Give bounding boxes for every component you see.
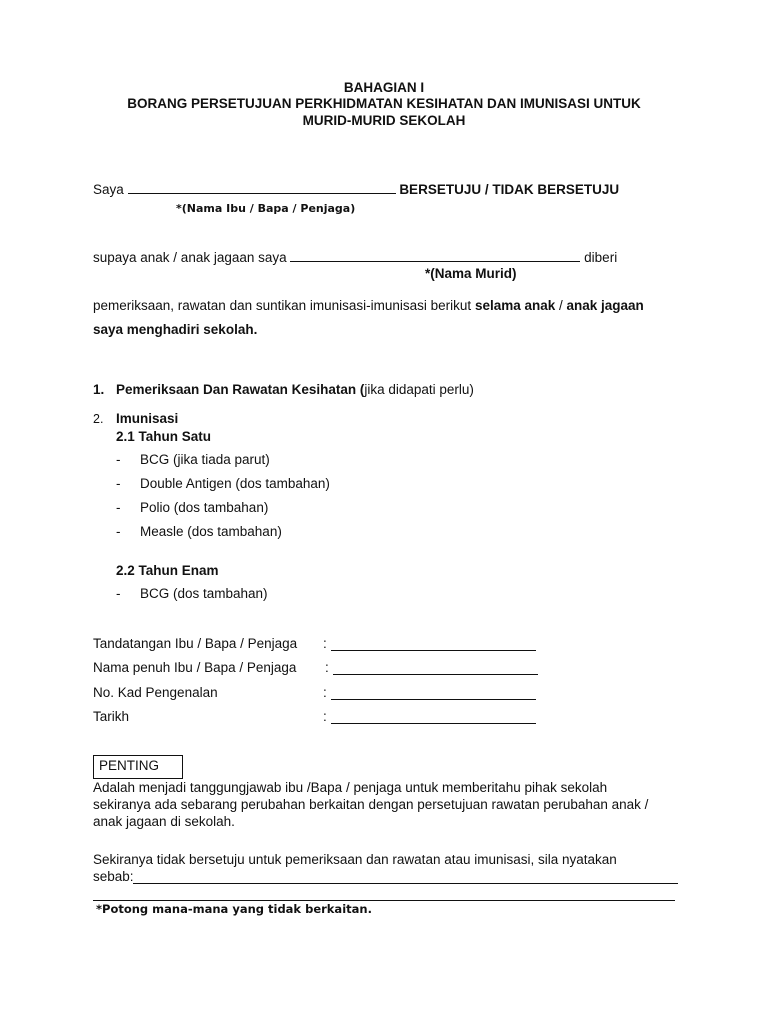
- field-label-date: Tarikh: [93, 709, 130, 724]
- list-item-dash: -: [116, 476, 121, 491]
- list-item-dash: -: [116, 500, 121, 515]
- sub2-title: 2.2 Tahun Enam: [116, 563, 219, 578]
- field-label-full-name: Nama penuh Ibu / Bapa / Penjaga: [93, 660, 297, 675]
- date-field[interactable]: [331, 709, 536, 724]
- field-colon: :: [323, 709, 327, 724]
- consent-paragraph-line1: [93, 298, 644, 313]
- item2-title: Imunisasi: [116, 411, 179, 426]
- full-name-field[interactable]: [333, 660, 538, 675]
- reason-label: sebab:: [93, 869, 134, 884]
- item1-rest: jika didapati perlu): [364, 382, 474, 397]
- footnote: *Potong mana-mana yang tidak berkaitan.: [96, 902, 372, 916]
- notice-text-line1: Adalah menjadi tanggungjawab ibu /Bapa / penjaga untuk memberitahu pihak sekolah: [93, 780, 608, 795]
- form-title-line1: BORANG PERSETUJUAN PERKHIDMATAN KESIHATAN DAN IMUNISASI UNTUK: [127, 96, 641, 111]
- list-item: Polio (dos tambahan): [140, 500, 269, 515]
- para-bold-1: selama anak: [474, 298, 556, 313]
- reason-field-line2[interactable]: [93, 886, 675, 901]
- child-name-field[interactable]: [290, 261, 580, 262]
- item2-number: 2.: [93, 412, 104, 426]
- agree-options: BERSETUJU / TIDAK BERSETUJU: [399, 182, 620, 197]
- parent-consent-line: [93, 182, 619, 197]
- parent-name-field[interactable]: [128, 193, 396, 194]
- child-name-note: *(Nama Murid): [425, 266, 517, 281]
- child-consent-line: [93, 250, 617, 265]
- parent-name-note: *(Nama Ibu / Bapa / Penjaga): [176, 202, 356, 215]
- list-item: BCG (jika tiada parut): [140, 452, 270, 467]
- notice-text-line2: sekiranya ada sebarang perubahan berkaitan dengan persetujuan rawatan perubahan anak /: [93, 797, 649, 812]
- field-colon: :: [323, 636, 327, 651]
- list-item-dash: -: [116, 524, 121, 539]
- para-text: pemeriksaan, rawatan dan suntikan imunisasi-imunisasi berikut: [93, 298, 475, 313]
- list-item: Double Antigen (dos tambahan): [140, 476, 330, 491]
- para-bold-2: anak jagaan: [566, 298, 644, 313]
- child-suffix: diberi: [584, 250, 618, 265]
- item1-number: 1.: [93, 382, 105, 397]
- ic-number-field[interactable]: [331, 685, 536, 700]
- list-item: BCG (dos tambahan): [140, 586, 268, 601]
- list-item-dash: -: [116, 586, 121, 601]
- notice-text-line3: anak jagaan di sekolah.: [93, 814, 235, 829]
- list-item-dash: -: [116, 452, 121, 467]
- reason-field-line1[interactable]: [133, 869, 678, 884]
- refusal-text: Sekiranya tidak bersetuju untuk pemeriksaan dan rawatan atau imunisasi, sila nyatakan: [93, 852, 617, 867]
- form-title-line2: MURID-MURID SEKOLAH: [302, 113, 466, 128]
- signature-field[interactable]: [331, 636, 536, 651]
- item1-text: [116, 382, 474, 397]
- sub1-title: 2.1 Tahun Satu: [116, 429, 212, 444]
- section-heading: BAHAGIAN I: [343, 80, 425, 95]
- field-colon: :: [325, 660, 329, 675]
- field-label-signature: Tandatangan Ibu / Bapa / Penjaga: [93, 636, 298, 651]
- list-item: Measle (dos tambahan): [140, 524, 282, 539]
- child-prefix: supaya anak / anak jagaan saya: [93, 250, 287, 265]
- para-mid: /: [555, 298, 567, 313]
- consent-paragraph-line2: saya menghadiri sekolah.: [93, 322, 258, 337]
- penting-label: PENTING: [99, 758, 160, 773]
- saya-label: Saya: [93, 182, 124, 197]
- field-label-ic: No. Kad Pengenalan: [93, 685, 218, 700]
- field-colon: :: [323, 685, 327, 700]
- item1-bold: Pemeriksaan Dan Rawatan Kesihatan (: [116, 382, 365, 397]
